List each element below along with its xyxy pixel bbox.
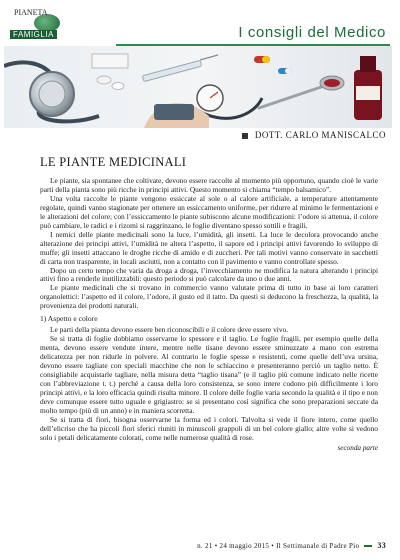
continuation-note: seconda parte [337,443,378,452]
paragraph: Una volta raccolte le piante vengono essiccate al sole o al calore artificiale, a temperature attentamente regolate, quindi vanno stagionate per ottenere un essiccamento uniforme, per ridurre al minimo le fermentazioni e le alterazioni del colore; con l’essiccamento le piante subiscono alcune modificazioni: l’odore si attenua, il colore può cambiare, le radici e i rizomi si raggrinzano, le foglie diventano spesso sottili e fragili. [40,193,378,230]
paragraph: Se si tratta di fiori, bisogna osservarne la forma ed i colori. Talvolta si vede il fiore intero, come quello dell’elicriso che ha piccoli fiori sferici riuniti in minuscoli grappoli di un bel colore giallo; altre volte si vedono solo i petali delicatamente colorati, come nelle numerose qualità di rose. [40,414,378,442]
magazine-logo [6,6,74,46]
paragraph: Le piante medicinali che si trovano in commercio vanno valutate prima di tutto in base ai loro caratteri organolettici: l’aspetto ed il colore, l’odore, il gusto ed il tatto. Da questi si deducono la freschezza, la qualità, la provenienza dei prodotti naturali. [40,283,378,311]
section-title: I consigli del Medico [238,24,386,41]
paragraph: Le piante, sia spontanee che coltivate, devono essere raccolte al momento più opportuno, quando cioè le varie parti della pianta sono più ricche in principi attivi. Questo momento si chiama “tempo balsamico”. [40,176,378,194]
paragraph: Le parti della pianta devono essere ben riconoscibili e il colore deve essere vivo. [50,325,289,335]
paragraph: I nemici delle piante medicinali sono la luce, l’umidità, gli insetti. La luce le decolora provocando anche alterazione dei principi attivi, l’umidità ne altera l’aspetto, il sapore ed i principi attivi favorendo lo sviluppo di muffe; gli insetti attaccano le droghe ricche di amido e di zuccheri. Per tali motivi vanno conservate in sacchetti di carta non trasparente, in locali asciutti, non a contatto con il pavimento e vanno controllate spesso. [40,229,378,266]
paragraph: Dopo un certo tempo che varia da droga a droga, l’invecchiamento ne modifica la natura alterando i principi attivi fino a renderle inutilizzabili: questo periodo si può calcolare da uno o due anni. [40,265,378,284]
article-body [40,177,378,453]
publication-name: Il Settimanale di Padre Pio [276,542,360,550]
section-heading: 1) Aspetto e colore [40,314,98,324]
issue-number: n. 21 [197,542,213,550]
paragraph: Se si tratta di foglie dobbiamo osservarne lo spessore e il taglio. Le foglie fragili, per esempio quelle della menta, devono essere vendute intere, mentre nelle tisane devono essere sminuzzate a mano con estrema delicatezza per non ridurle in polvere. Al contrario le foglie spesse e resistenti, come quelle dell’uva ursina, devono essere tagliate con speciali macchine che non le schiaccino e presenteranno perciò un taglio netto. È consigliabile acquistarle tagliate, nella misura detta “taglio tisana” (e il taglio più comune indicato nelle ricette con l’abbreviazione t. t.) perché a causa della loro consistenza, se sono intere codono più difficilmente i loro principi attivi, e la loro efficacia quindi risulta minore. Il colore delle foglie varia secondo la qualità e il tipo e non deve comunque essere tutto uguale e grigiastro: se si presentano così significa che sono preparazioni seccate da molto tempo (più di un anno) e in maniera scorretta. [40,334,378,415]
logo-line1: PIANETA [14,8,48,17]
footer-separator [364,545,372,547]
logo-line2: FAMIGLIA [10,30,57,39]
author-byline [242,130,386,140]
hero-image [4,46,392,128]
issue-date: 24 maggio 2015 [219,542,270,550]
page-footer: n. 21 • 24 maggio 2015 • Il Settimanale di Padre Pio 33 [197,541,386,550]
page-number: 33 [377,541,386,550]
bullet-square-icon [242,133,248,139]
author-name: DOTT. CARLO MANISCALCO [254,130,386,140]
article-title: LE PIANTE MEDICINALI [40,155,187,169]
medical-collage-illustration [4,46,392,128]
